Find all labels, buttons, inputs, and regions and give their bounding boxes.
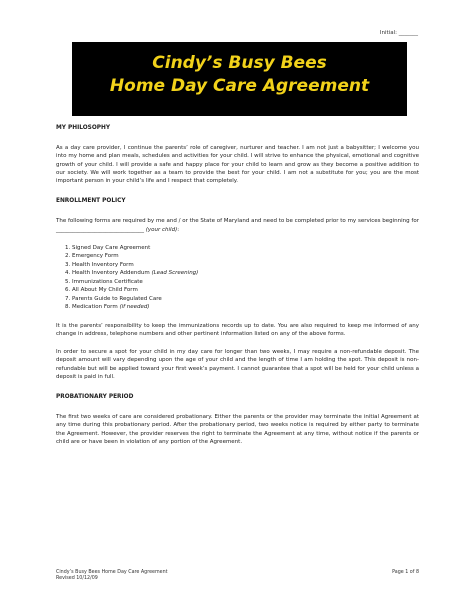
philosophy-paragraph: As a day care provider, I continue the parents’ role of caregiver, nurturer and teacher. I am not just a babysitter; I welcome you into my home and plan meals, schedules and activities for your child. I will strive to enhance the physical, emotional and cognitive growth of your child. I will provide a safe and happy place for your child to learn and grow as they become a positive addition to our society. We will work together as a team to provide the best for your child. I am not a substitute for you; you are the most important person in your child’s life and I respect that completely. <box>56 145 419 185</box>
list-item: 5. Immunizations Certificate <box>72 278 419 287</box>
footer-revised: Revised 10/12/09 <box>56 576 98 581</box>
enrollment-intro-text: The following forms are required by me and / or the State of Maryland and need to be completed prior to my services beginning for ________________________________ <box>56 218 419 233</box>
enrollment-intro-colon: : <box>177 226 180 233</box>
probation-heading: PROBATIONARY PERIOD <box>56 394 134 401</box>
philosophy-heading: MY PHILOSOPHY <box>56 125 111 131</box>
deposit-paragraph: In order to secure a spot for your child in my day care for longer than two weeks, I may require a non-refundable deposit. The deposit amount will vary depending upon the age of your child and the length of time I am holding the spot. This deposit is non-refundable but will be applied toward your first week’s payment. I cannot guarantee that a spot will be held for your child unless a deposit is paid in full. <box>56 349 419 380</box>
title-line-1: Cindy’s Busy Bees <box>152 53 327 73</box>
page-number: Page 1 of 8 <box>392 570 419 575</box>
probation-paragraph: The first two weeks of care are considered probationary. Either the parents or the provider may terminate the initial Agreement at any time during this probationary period. After the probationary period, two weeks notice is required by either party to terminate the Agreement. However, the provider reserves the right to terminate the Agreement at any time, without notice if the parents or child are or have been in violation of any portion of the Agreement. <box>56 414 419 445</box>
required-forms-list <box>56 244 419 312</box>
enrollment-intro-child: (your child) <box>145 226 178 233</box>
list-item: 4. Health Inventory Addendum (Lead Screening) <box>72 269 419 278</box>
footer-title: Cindy’s Busy Bees Home Day Care Agreement <box>56 570 168 575</box>
list-item: 8. Medication Form (if needed) <box>72 303 419 312</box>
list-item: 6. All About My Child Form <box>72 286 419 295</box>
document-body <box>56 120 419 446</box>
list-item: 1. Signed Day Care Agreement <box>72 244 419 253</box>
enrollment-heading: ENROLLMENT POLICY <box>56 198 126 205</box>
title-line-2: Home Day Care Agreement <box>109 76 370 96</box>
immunization-paragraph: It is the parents’ responsibility to keep the immunizations records up to date. You are also required to keep me informed of any change in address, telephone numbers and other pertinent information listed on any of the above forms. <box>56 322 419 338</box>
list-item: 2. Emergency Form <box>72 252 419 261</box>
initial-line: Initial: _______ <box>379 30 418 36</box>
title-banner <box>72 42 407 116</box>
enrollment-intro <box>56 217 419 233</box>
list-item: 7. Parents Guide to Regulated Care <box>72 295 419 304</box>
page-footer <box>56 570 419 582</box>
list-item: 3. Health Inventory Form <box>72 261 419 270</box>
